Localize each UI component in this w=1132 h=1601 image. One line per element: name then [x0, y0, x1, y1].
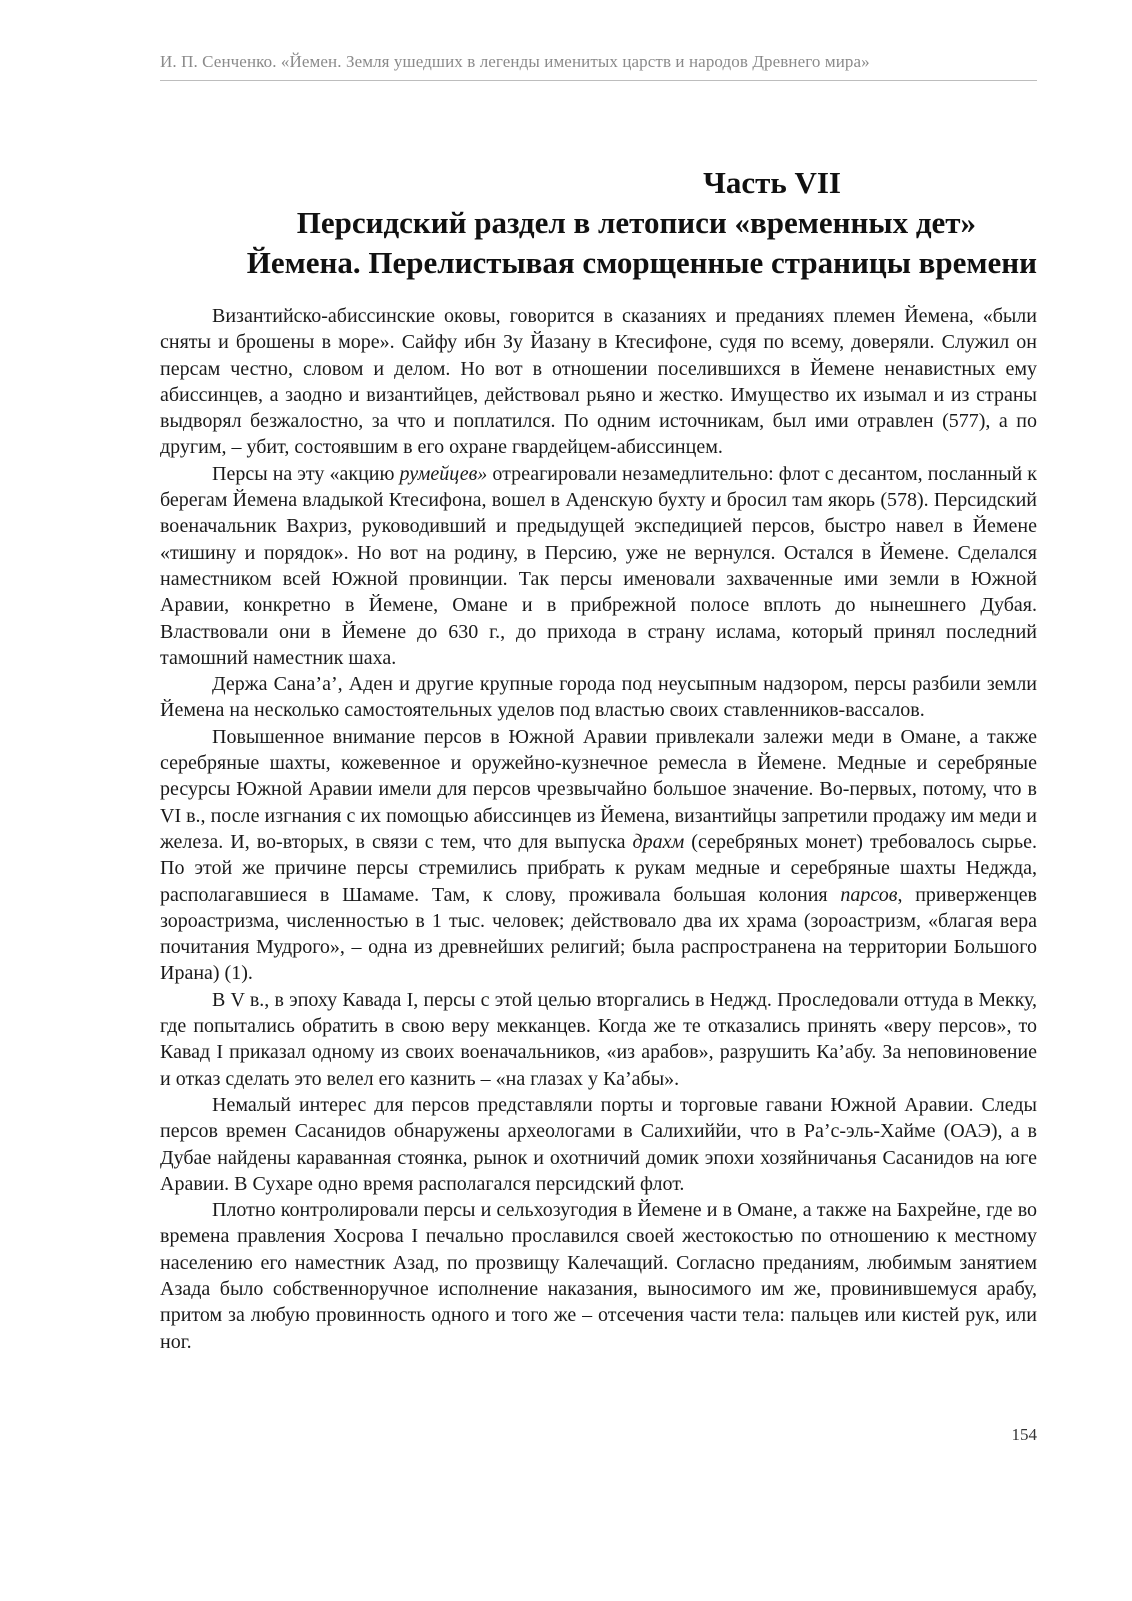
- paragraph-4-emphasis-parsees: парсов: [840, 883, 898, 906]
- paragraph-1: Византийско-абиссинские оковы, говорится в сказаниях и преданиях племен Йемена, «были сняты и брошены в море». Сайфу ибн Зу Йазану в Ктесифоне, судя по всему, доверяли. Служил он персам честно, словом и делом. Но вот в отношении поселившихся в Йемене ненавистных ему абиссинцев, а заодно и византийцев, действовал рьяно и жестко. Имущество их изымал и из страны выдворял безжалостно, за что и поплатился. По одним источникам, был ими отравлен (577), а по другим, – убит, состоявшим в его охране гвардейцем-абиссинцем.: [160, 305, 1037, 459]
- paragraph-2-emphasis: румейцев»: [399, 462, 488, 485]
- paragraph-7: Плотно контролировали персы и сельхозугодия в Йемене и в Омане, а также на Бахрейне, где во времена правления Хосрова I печально прославился своей жестокостью по отношению к местному населению его наместник Азад, по прозвищу Калечащий. Согласно преданиям, любимым занятием Азада было собственноручное исполнение наказания, выносимого им же, провинившемуся арабу, притом за любую провинность одного и того же – отсечения части тела: пальцев или кистей рук, или ног.: [160, 1199, 1037, 1353]
- paragraph-2: [160, 461, 1037, 671]
- paragraph-3: Держа Сана’а’, Аден и другие крупные города под неусыпным надзором, персы разбили земли Йемена на несколько самостоятельных уделов под властью своих ставленников-вассалов.: [160, 673, 1037, 722]
- chapter-title-line-2: Йемена. Перелистывая сморщенные страницы времени: [246, 245, 1037, 280]
- paragraph-2-start: Персы на эту «акцию: [212, 462, 400, 485]
- body-text: [160, 303, 1037, 1355]
- running-header: И. П. Сенченко. «Йемен. Земля ушедших в легенды именитых царств и народов Древнего мира»: [160, 52, 870, 71]
- paragraph-4-start: Повышенное внимание персов в Южной Аравии привлекали залежи меди в Омане, а также серебряные шахты, кожевенное и оружейно-кузнечное ремесла в Йемене. Медные и серебряные ресурсы Южной Аравии имели для персов чрезвычайно большое значение. Во-первых, потому, что в VI в., после изгнания с их помощью абиссинцев из Йемена, византийцы запретили продажу им меди и железа. И, во-вторых, в связи с тем, что для выпуска: [160, 725, 1037, 853]
- chapter-heading: [160, 163, 1037, 283]
- paragraph-6: Немалый интерес для персов представляли порты и торговые гавани Южной Аравии. Следы персов времен Сасанидов обнаружены археологами в Салихиййи, что в Ра’с-эль-Хайме (ОАЭ), а в Дубае найдены караванная стоянка, рынок и охотничий домик эпохи хозяйничанья Сасанидов на юге Аравии. В Сухаре одно время располагался персидский флот.: [160, 1093, 1037, 1195]
- paragraph-2-end: отреагировали незамедлительно: флот с десантом, посланный к берегам Йемена владыкой Ктесифона, вошел в Аденскую бухту и бросил там якорь (578). Персидский военачальник Вахриз, руководивший и предыдущей экспедицией персов, быстро навел в Йемене «тишину и порядок». Но вот на родину, в Персию, уже не вернулся. Остался в Йемене. Сделался наместником всей Южной провинции. Так персы именовали захваченные ими земли в Южной Аравии, конкретно в Йемене, Омане и в прибрежной полосе вплоть до нынешнего Дубая. Властвовали они в Йемене до 630 г., до прихода в страну ислама, который принял последний тамошний наместник шаха.: [160, 462, 1038, 669]
- paragraph-4-middle: (серебряных монет) требовалось сырье. По этой же причине персы стремились прибрать к рукам медные и серебряные шахты Неджда, располагавшиеся в Шамаме. Там, к слову, проживала большая колония: [160, 830, 1037, 906]
- paragraph-4-end: , приверженцев зороастризма, численностью в 1 тыс. человек; действовало два их храма (зороастризм, «благая вера почитания Мудрого», – одна из древнейших религий; была распространена на территории Большого Ирана) (1).: [160, 883, 1037, 985]
- paragraph-4: [160, 724, 1037, 987]
- header-divider: [160, 80, 1037, 81]
- paragraph-4-emphasis-drachm: драхм: [632, 830, 685, 853]
- chapter-part-label: Часть VII: [703, 165, 841, 200]
- page-number: 154: [1011, 1425, 1037, 1444]
- paragraph-5: В V в., в эпоху Кавада I, персы с этой целью вторгались в Неджд. Проследовали оттуда в Мекку, где попытались обратить в свою веру мекканцев. Когда же те отказались принять «веру персов», то Кавад I приказал одному из своих военачальников, «из арабов», разрушить Ка’абу. За неповиновение и отказ сделать это велел его казнить – «на глазах у Ка’абы».: [160, 988, 1037, 1090]
- chapter-title-line-1: Персидский раздел в летописи «временных дет»: [296, 205, 976, 240]
